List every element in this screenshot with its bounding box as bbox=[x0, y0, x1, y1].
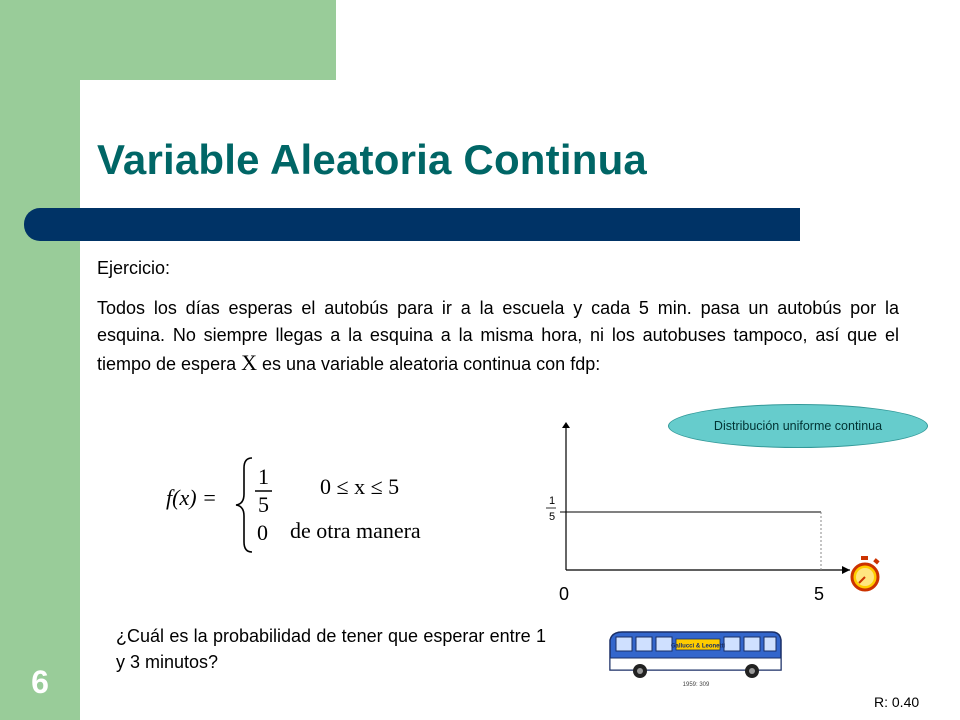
pdf-formula bbox=[160, 450, 460, 560]
y-axis-arrow bbox=[562, 422, 570, 428]
slide-number: 6 bbox=[31, 664, 49, 700]
probability-question: ¿Cuál es la probabilidad de tener que esperar entre 1 y 3 minutos? bbox=[116, 626, 546, 672]
distribution-callout: Distribución uniforme continua bbox=[668, 404, 928, 448]
bus-caption: 1959: 309 bbox=[682, 682, 710, 688]
paragraph-text-start: Todos los días esperas el autobús para ir a la escuela y cada 5 min. pasa un autobús por la esquina. No siempre llegas a la esquina a la misma hora, ni los autobuses tampoco, así que el tiempo de espera bbox=[97, 298, 899, 374]
bus-image bbox=[604, 628, 786, 688]
x-tick-0: 0 bbox=[559, 584, 570, 604]
answer-text: R: 0.40 bbox=[874, 694, 920, 710]
case1-num: 1 bbox=[258, 464, 269, 489]
exercise-paragraph bbox=[97, 295, 899, 378]
variable-x: X bbox=[241, 350, 257, 375]
exercise-heading: Ejercicio: bbox=[97, 258, 171, 278]
case2-condition: de otra manera bbox=[290, 518, 421, 543]
x-tick-5: 5 bbox=[814, 584, 825, 604]
title-underline-bar bbox=[24, 208, 800, 241]
paragraph-text-end: es una variable aleatoria continua con fdp: bbox=[256, 354, 601, 374]
case1-condition: 0 ≤ x ≤ 5 bbox=[320, 474, 400, 499]
slide-title: Variable Aleatoria Continua bbox=[97, 136, 647, 183]
formula-lhs: f(x) = bbox=[166, 485, 217, 510]
y-label-den: 5 bbox=[549, 511, 556, 523]
brace bbox=[236, 458, 252, 552]
y-label-num: 1 bbox=[549, 495, 556, 507]
case1-den: 5 bbox=[258, 492, 269, 517]
left-green-strip bbox=[0, 0, 80, 720]
top-green-block bbox=[0, 0, 336, 80]
case2-value: 0 bbox=[257, 520, 268, 545]
stopwatch-icon bbox=[846, 556, 886, 592]
bus-sign: Gallucci & Leonetti bbox=[670, 643, 726, 650]
